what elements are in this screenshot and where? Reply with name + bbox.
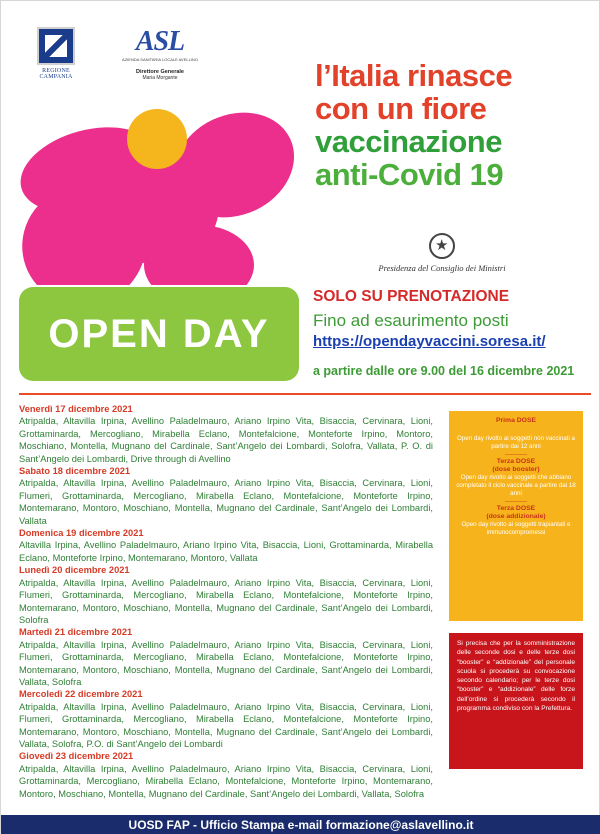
booking-link[interactable]: https://opendayvaccini.soresa.it/ (313, 333, 546, 350)
dose-info-box (449, 411, 583, 621)
presidency-text: Presidenza del Consiglio dei Ministri (378, 263, 506, 273)
schedule-day: Sabato 18 dicembre 2021 (19, 466, 131, 477)
regione-campania-logo (25, 27, 87, 80)
additional-dose-text: Open day rivolto ai soggetti trapiantati e immunocompromessi (461, 521, 571, 537)
dose-divider: ----------- (505, 451, 527, 458)
open-day-banner (19, 287, 299, 381)
first-dose-title: Prima DOSE (495, 417, 537, 424)
notice-box (449, 633, 583, 769)
schedule-day: Martedì 21 dicembre 2021 (19, 627, 133, 638)
flower-center (127, 109, 187, 169)
start-date-notice: a partire dalle ore 9.00 del 16 dicembre 2021 (313, 364, 575, 378)
footer-text: UOSD FAP - Ufficio Stampa e-mail formazione@aslavellino.it (128, 818, 474, 832)
dose-divider: ----------- (505, 498, 527, 505)
open-day-label: OPEN DAY (48, 311, 270, 356)
schedule-entry (19, 564, 433, 626)
third-dose-title: Terza DOSE (496, 457, 536, 465)
asl-logo-mark: ASL (135, 26, 185, 57)
footer-bar (1, 815, 600, 834)
headline-line-1: l’Italia rinasce (315, 58, 513, 93)
additional-dose-title: Terza DOSE (496, 504, 536, 512)
schedule-day: Mercoledì 22 dicembre 2021 (19, 689, 143, 700)
headline-line-2: con un fiore (315, 91, 487, 126)
director-title: Direttore Generale (136, 69, 184, 75)
schedule-entry (19, 688, 433, 750)
headline-line-3: vaccinazione (315, 124, 502, 159)
schedule-places: Atripalda, Altavilla Irpina, Avellino Paladelmauro, Ariano Irpino Vita, Bisaccia, Cervinara, Lioni, Flumeri, Grottaminarda, Mercogliano, Mirabella Eclano, Montefalcione, Monteforte Irpino, Montemarano, Montoro, Moschiano, Montella, Mugnano del Cardinale, Sant’Angelo dei Lombardi, Vallata, Solofra (19, 639, 433, 687)
campania-emblem-icon (37, 27, 75, 65)
third-dose-text: Open day rivolto ai soggetti che abbiano completato il ciclo vaccinale a partire dai 18 anni (456, 474, 576, 498)
schedule-entry (19, 465, 433, 527)
schedule-places: Atripalda, Altavilla Irpina, Avellino Paladelmauro, Ariano Irpino Vita, Bisaccia, Cervinara, Lioni, Flumeri, Grottaminarda, Mercogliano, Mirabella Eclano, Montefalcione, Monteforte Irpino, Montemarano, Montoro, Moschiano, Montella, Mugnano del Cardinale, Sant’Angelo dei Lombardi, Solofra (19, 577, 433, 625)
asl-logo-subtext: AZIENDA SANITARIA LOCALE AVELLINO (122, 57, 198, 62)
schedule-places: Atripalda, Altavilla Irpina, Avellino Paladelmauro, Ariano Irpino Vita, Bisaccia, Cervinara, Lioni, Flumeri, Grottaminarda, Mercogliano, Mirabella Eclano, Montefalcione, Monteforte Irpino, Montemarano, Montoro, Moschiano, Montella, Mugnano del Cardinale, Sant’Angelo dei Lombardi, Vallata, Solofra, P.O. di Sant’Angelo dei Lombardi (19, 701, 433, 749)
schedule-entry (19, 403, 433, 465)
first-dose-text: Open day rivolto ai soggetti non vaccinati a partire dai 12 anni (457, 435, 575, 451)
schedule-day: Domenica 19 dicembre 2021 (19, 528, 144, 539)
schedule-day: Lunedì 20 dicembre 2021 (19, 565, 130, 576)
schedule-places: Atripalda, Altavilla Irpina, Avellino Paladelmauro, Ariano Irpino Vita, Bisaccia, Cervinara, Lioni, Flumeri, Grottaminarda, Mercogliano, Mirabella Eclano, Montefalcione, Monteforte Irpino, Montemarano, Montoro, Moschiano, Montella, Mugnano del Cardinale, Sant’Angelo dei Lombardi, Vallata (19, 478, 433, 526)
headline-line-4: anti-Covid 19 (315, 157, 504, 192)
third-dose-subtitle: (dose booster) (492, 465, 540, 473)
asl-logo (119, 27, 201, 81)
schedule-day: Giovedì 23 dicembre 2021 (19, 751, 134, 762)
booking-only-notice: SOLO SU PRENOTAZIONE (313, 288, 510, 305)
director-name: Maria Morgante (142, 75, 178, 81)
schedule-entry (19, 527, 433, 564)
schedule-places: Atripalda, Altavilla Irpina, Avellino Paladelmauro, Ariano Irpino Vita, Bisaccia, Cervinara, Lioni, Grottaminarda, Mercogliano, Mirabella Eclano, Montefalcione, Monteforte Irpino, Montemarano, Montoro, Moschiano, Montella, Mugnano del Cardinale, Sant’Angelo dei Lombardi, Vallata, Solofra (19, 763, 433, 799)
divider-line (19, 393, 591, 395)
schedule-places: Altavilla Irpina, Avellino Paladelmauro, Ariano Irpino Vita, Bisaccia, Lioni, Grottaminarda, Mirabella Eclano, Monteforte Irpino, Montemarano, Montoro, Vallata (19, 540, 433, 563)
presidency-logo (357, 233, 527, 273)
region-logo-caption: REGIONE CAMPANIA (39, 68, 73, 80)
notice-text: Si precisa che per la somministrazione delle seconde dosi e delle terze dosi “booster” e “addizionale” del personale scuola si procederà su convocazione secondo calendario; per le terze dosi “booster” e “addizionale” delle forze dell’ordine si procederà secondo il programma condiviso con la Prefettura. (457, 640, 575, 713)
schedule-list (19, 403, 433, 800)
schedule-places: Atripalda, Altavilla Irpina, Avellino Paladelmauro, Ariano Irpino Vita, Bisaccia, Cervinara, Lioni, Grottaminarda, Mercogliano, Mirabella Eclano, Montefalcione, Monteforte Irpino, Montoro, Moschiano, Montella, Mugnano del Cardinale, Sant’Angelo dei Lombardi, Solofra, Vallata, P. O. di Sant’Angelo dei Lombardi, Drive through di Avellino (19, 416, 433, 464)
italian-emblem-icon (429, 233, 455, 259)
headline (315, 59, 595, 191)
schedule-entry (19, 626, 433, 688)
availability-notice: Fino ad esaurimento posti (313, 311, 509, 330)
additional-dose-subtitle: (dose addizionale) (486, 512, 546, 520)
flower-icon (9, 75, 309, 285)
schedule-day: Venerdì 17 dicembre 2021 (19, 404, 133, 414)
schedule-entry (19, 750, 433, 800)
